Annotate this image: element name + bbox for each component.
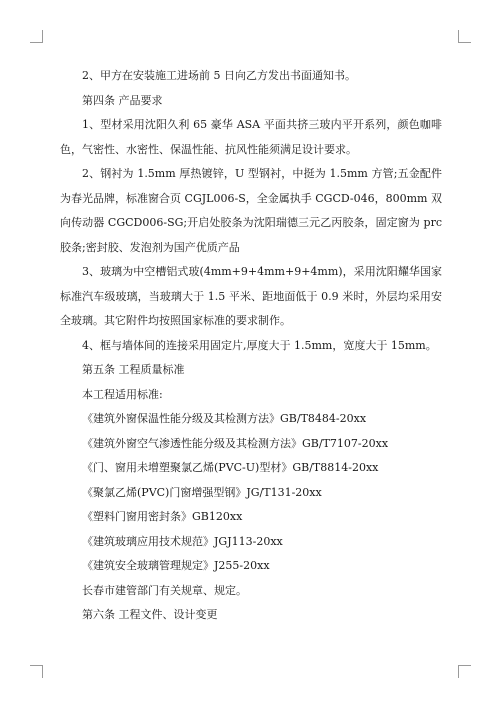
paragraph-profile-requirement: 1、型材采用沈阳久利 65 豪华 ASA 平面共挤三玻内平开系列，颜色咖啡色，气密性、水密性、保温性能、抗风性能须满足设计要求。 <box>60 118 442 156</box>
standard-item: 《聚氯乙烯(PVC)门窗增强型钢》JG/T131-20xx <box>82 485 322 499</box>
standard-item: 《门、窗用未增塑聚氯乙烯(PVC-U)型材》GB/T8814-20xx <box>82 461 379 474</box>
paragraph-frame-connection: 4、框与墙体间的连接采用固定片,厚度大于 1.5mm，宽度大于 15mm。 <box>82 338 437 352</box>
crop-mark-bottom-left <box>30 665 43 678</box>
paragraph-standards-intro: 本工程适用标准: <box>82 387 163 401</box>
paragraph-steel-hardware: 2、钢衬为 1.5mm 厚热镀锌，U 型钢衬，中挺为 1.5mm 方管;五金配件为春光品牌，标准窗合页 CGJL006-S，全金属执手 CGCD-046，800mm 双向传动器 CGCD006-SG;开启处胶条为沈阳瑞德三元乙丙胶条，固定窗为 prc 胶条;密封胶、发泡剂为国产优质产品 <box>60 167 442 254</box>
article-5-heading: 第五条 工程质量标准 <box>82 363 185 376</box>
crop-mark-top-left <box>30 30 43 43</box>
standard-item: 《建筑玻璃应用技术规范》JGJ113-20xx <box>82 534 283 548</box>
crop-mark-top-right <box>458 30 471 43</box>
standard-item: 《建筑外窗保温性能分级及其检测方法》GB/T8484-20xx <box>82 412 367 425</box>
article-4-heading: 第四条 产品要求 <box>82 93 163 107</box>
document-body <box>60 64 442 628</box>
crop-mark-bottom-right <box>458 665 471 678</box>
standard-item: 《建筑外窗空气渗透性能分级及其检测方法》GB/T7107-20xx <box>82 436 389 450</box>
standard-item: 《塑料门窗用密封条》GB120xx <box>82 510 243 523</box>
standard-item: 《建筑安全玻璃管理规定》J255-20xx <box>82 559 270 572</box>
paragraph-glass: 3、玻璃为中空槽铝式玻(4mm+9+4mm+9+4mm)，采用沈阳耀华国家标准汽车级玻璃，当玻璃大于 1.5 平米、距地面低于 0.9 米时，外层均采用安全玻璃。其它附件均按照国家标准的要求制作。 <box>60 265 442 327</box>
paragraph-notice: 2、甲方在安装施工进场前 5 日向乙方发出书面通知书。 <box>82 69 356 82</box>
paragraph-local-regulations: 长春市建管部门有关规章、规定。 <box>82 583 247 597</box>
article-6-heading: 第六条 工程文件、设计变更 <box>82 608 218 621</box>
